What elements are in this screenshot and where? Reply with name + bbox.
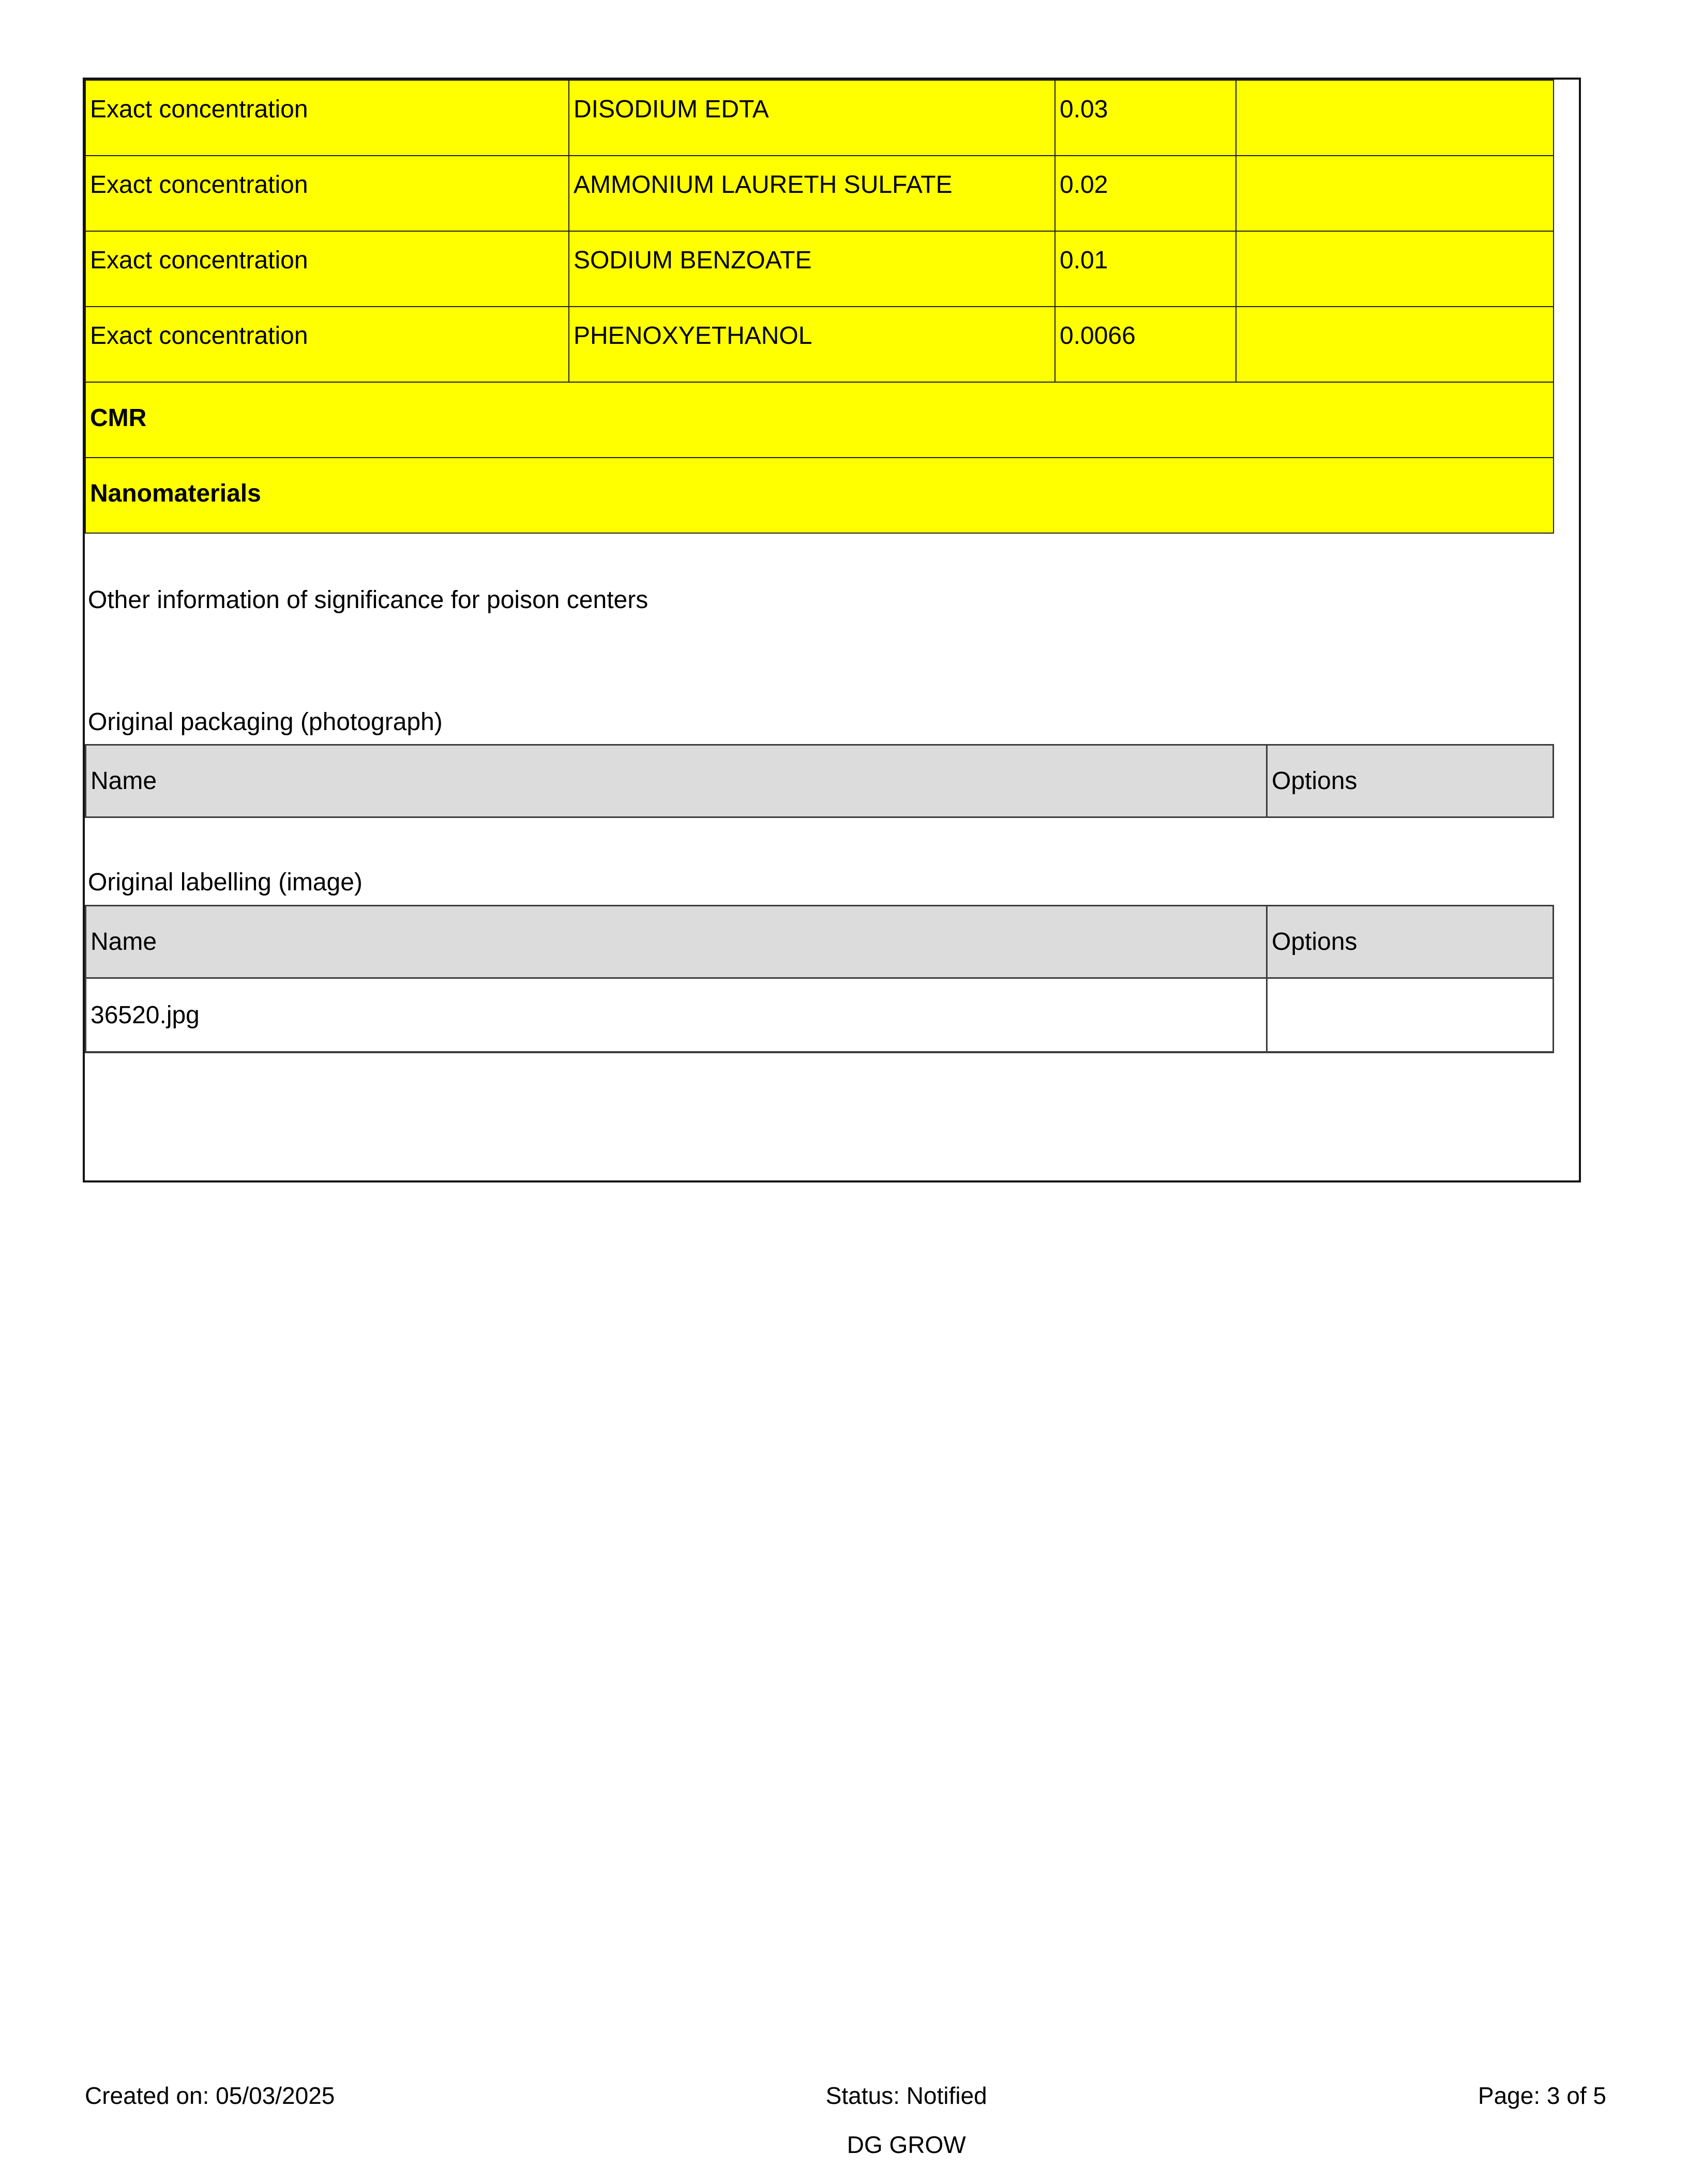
cmr-section-heading: CMR bbox=[85, 382, 1554, 458]
options-column-header: Options bbox=[1267, 905, 1554, 978]
concentration-type-cell: Exact concentration bbox=[85, 307, 569, 382]
footer-status: Status: Notified bbox=[825, 2082, 987, 2109]
page-footer bbox=[85, 2082, 1606, 2159]
table-row bbox=[85, 307, 1554, 382]
footer-created-on: Created on: 05/03/2025 bbox=[85, 2082, 335, 2109]
nanomaterials-section-heading: Nanomaterials bbox=[85, 458, 1554, 533]
labelling-files-table bbox=[85, 905, 1554, 1054]
concentration-value-cell: 0.02 bbox=[1055, 156, 1236, 231]
name-column-header: Name bbox=[86, 745, 1267, 817]
footer-org: DG GROW bbox=[847, 2131, 966, 2159]
empty-cell bbox=[1236, 231, 1554, 307]
concentration-value-cell: 0.0066 bbox=[1055, 307, 1236, 382]
empty-cell bbox=[1236, 80, 1554, 156]
options-column-header: Options bbox=[1267, 745, 1554, 817]
table-row bbox=[85, 80, 1554, 156]
table-row bbox=[85, 231, 1554, 307]
concentration-type-cell: Exact concentration bbox=[85, 80, 569, 156]
name-column-header: Name bbox=[86, 905, 1267, 978]
empty-cell bbox=[1236, 307, 1554, 382]
empty-cell bbox=[1236, 156, 1554, 231]
concentration-type-cell: Exact concentration bbox=[85, 156, 569, 231]
other-info-heading: Other information of significance for poison centers bbox=[88, 586, 649, 614]
file-options-cell bbox=[1267, 978, 1554, 1052]
packaging-files-table bbox=[85, 744, 1554, 818]
file-name-cell: 36520.jpg bbox=[86, 978, 1267, 1052]
table-row bbox=[85, 156, 1554, 231]
concentration-value-cell: 0.01 bbox=[1055, 231, 1236, 307]
footer-center-block bbox=[826, 2082, 987, 2159]
substance-name-cell: AMMONIUM LAURETH SULFATE bbox=[569, 156, 1055, 231]
substance-name-cell: PHENOXYETHANOL bbox=[569, 307, 1055, 382]
concentration-type-cell: Exact concentration bbox=[85, 231, 569, 307]
labelling-section-title: Original labelling (image) bbox=[88, 869, 363, 897]
content-border-box bbox=[83, 78, 1581, 1182]
footer-page-number: Page: 3 of 5 bbox=[1478, 2082, 1606, 2109]
section-row-cmr bbox=[85, 382, 1554, 458]
substance-name-cell: DISODIUM EDTA bbox=[569, 80, 1055, 156]
section-row-nanomaterials bbox=[85, 458, 1554, 533]
ingredients-concentration-table bbox=[85, 80, 1554, 534]
table-header-row bbox=[86, 745, 1554, 817]
concentration-value-cell: 0.03 bbox=[1055, 80, 1236, 156]
substance-name-cell: SODIUM BENZOATE bbox=[569, 231, 1055, 307]
packaging-section-title: Original packaging (photograph) bbox=[88, 708, 443, 736]
table-header-row bbox=[86, 905, 1554, 978]
file-row bbox=[86, 978, 1554, 1052]
